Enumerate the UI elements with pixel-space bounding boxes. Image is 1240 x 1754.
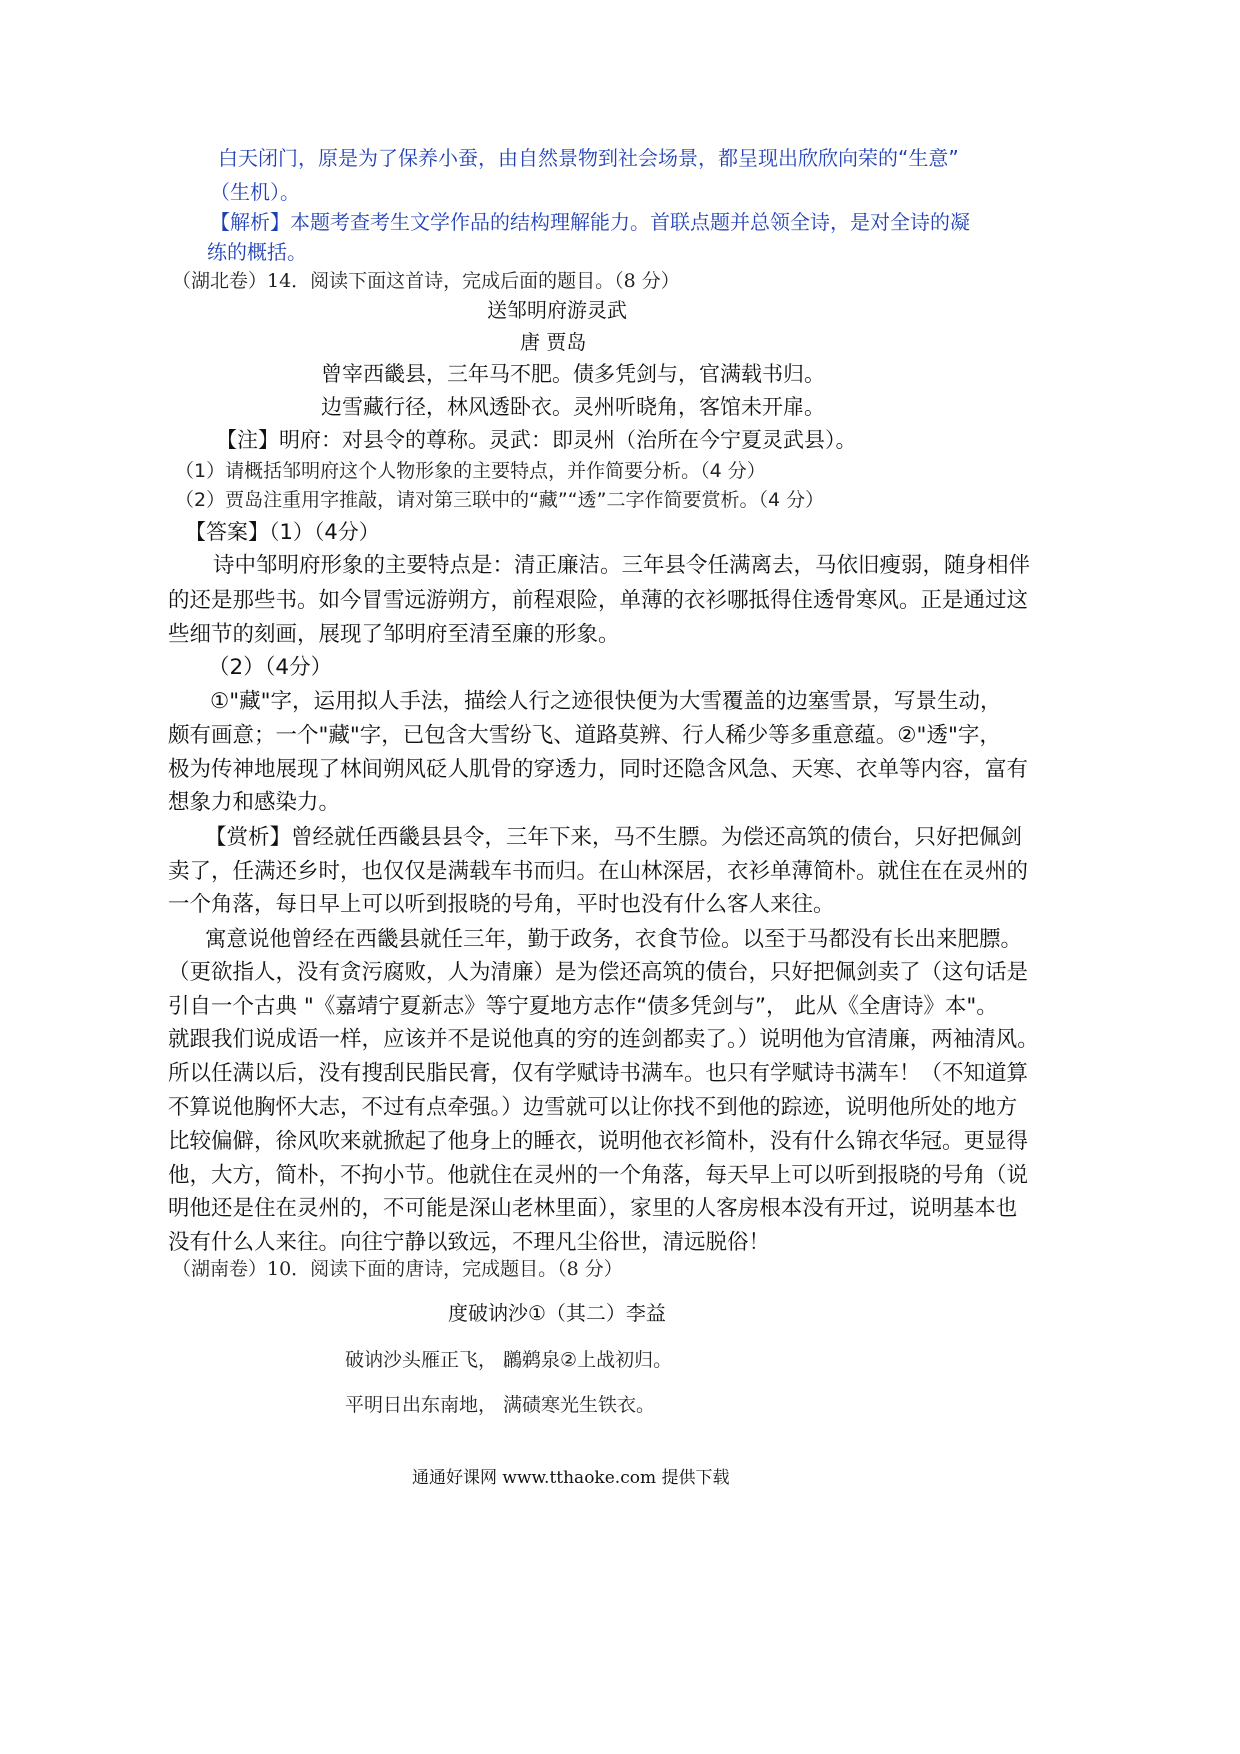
analysis-line: 【解析】本题考查考生文学作品的结构理解能力。首联点题并总领全诗，是对全诗的凝 <box>210 210 970 234</box>
answer-text: 颇有画意；一个"藏"字，已包含大雪纷飞、道路莫辨、行人稀少等多重意蕴。②"透"字， <box>168 723 1001 748</box>
answer-subheading: （2）（4分） <box>208 655 333 680</box>
analysis-line: 练的概括。 <box>207 240 307 264</box>
appreciation-text: 卖了，任满还乡时，也仅仅是满载车书而归。在山林深居，衣衫单薄简朴。就住在在灵州的 <box>168 859 1029 884</box>
answer-text: 诗中邹明府形象的主要特点是：清正廉洁。三年县令任满离去，马依旧瘦弱，随身相伴 <box>213 553 1031 578</box>
poem-note: 【注】明府：对县令的尊称。灵武：即灵州（治所在今宁夏灵武县）。 <box>216 428 857 452</box>
answer-heading: 【答案】（1）（4分） <box>185 520 380 544</box>
commentary-text: 没有什么人来往。向往宁静以致远，不理凡尘俗世，清远脱俗！ <box>168 1230 771 1255</box>
answer-text: 极为传神地展现了林间朔风砭人肌骨的穿透力，同时还隐含风急、天寒、衣单等内容，富有 <box>168 757 1029 782</box>
poem-title: 送邹明府游灵武 <box>487 298 627 322</box>
poem-line: 破讷沙头雁正飞， 鸊鹈泉②上战初归。 <box>345 1349 673 1371</box>
commentary-text: 就跟我们说成语一样，应该并不是说他真的穷的连剑都卖了。）说明他为官清廉，两袖清风。 <box>168 1027 1039 1052</box>
commentary-text: 比较偏僻，徐风吹来就掀起了他身上的睡衣，说明他衣衫简朴，没有什么锦衣华冠。更显得 <box>168 1129 1029 1154</box>
answer-text: 的还是那些书。如今冒雪远游朔方，前程艰险，单薄的衣衫哪抵得住透骨寒风。正是通过这 <box>168 588 1029 613</box>
commentary-text: （更欲指人，没有贪污腐败，人为清廉）是为偿还高筑的债台，只好把佩剑卖了（这句话是 <box>168 960 1029 985</box>
commentary-text: 不算说他胸怀大志，不过有点牵强。）边雪就可以让你找不到他的踪迹，说明他所处的地方 <box>168 1095 1018 1120</box>
poem-author: 唐 贾岛 <box>520 330 587 354</box>
commentary-text: 所以任满以后，没有搜刮民脂民膏，仅有学赋诗书满车。也只有学赋诗书满车！（不知道算 <box>168 1061 1029 1086</box>
question-heading-hubei: （湖北卷）14．阅读下面这首诗，完成后面的题目。（8 分） <box>172 270 680 292</box>
answer-text: ①"藏"字，运用拟人手法，描绘人行之迹很快便为大雪覆盖的边塞雪景，写景生动， <box>210 689 1002 714</box>
appreciation-text: 一个角落，每日早上可以听到报晓的号角，平时也没有什么客人来往。 <box>168 892 835 917</box>
answer-text: 些细节的刻画，展现了邹明府至清至廉的形象。 <box>168 622 620 647</box>
poem-line: 边雪藏行径，林风透卧衣。灵州听晓角，客馆未开扉。 <box>321 395 825 419</box>
sub-question: （2）贾岛注重用字推敲，请对第三联中的“藏”“透”二字作简要赏析。（4 分） <box>175 489 825 511</box>
sub-question: （1）请概括邹明府这个人物形象的主要特点，并作简要分析。（4 分） <box>175 460 766 482</box>
poem-title: 度破讷沙①（其二）李益 <box>448 1301 666 1325</box>
prev-answer-line: 白天闭门，原是为了保养小蚕，由自然景物到社会场景，都呈现出欣欣向荣的“生意” <box>218 146 959 170</box>
question-heading-hunan: （湖南卷）10．阅读下面的唐诗，完成题目。（8 分） <box>172 1258 623 1280</box>
commentary-text: 引自一个古典 "《嘉靖宁夏新志》等宁夏地方志作“债多凭剑与”， 此从《全唐诗》本"。 <box>168 994 998 1019</box>
poem-line: 平明日出东南地， 满碛寒光生铁衣。 <box>345 1394 656 1416</box>
prev-answer-line: （生机）。 <box>210 180 300 204</box>
commentary-text: 寓意说他曾经在西畿县就任三年，勤于政务，衣食节俭。以至于马都没有长出来肥膘。 <box>205 927 1023 952</box>
commentary-text: 他，大方，简朴，不拘小节。他就住在灵州的一个角落，每天早上可以听到报晓的号角（说 <box>168 1163 1029 1188</box>
appreciation-text: 【赏析】曾经就任西畿县县令，三年下来，马不生膘。为偿还高筑的债台，只好把佩剑 <box>205 825 1023 850</box>
poem-line: 曾宰西畿县，三年马不肥。债多凭剑与，官满载书归。 <box>321 362 825 386</box>
commentary-text: 明他还是住在灵州的，不可能是深山老林里面），家里的人客房根本没有开过，说明基本也 <box>168 1196 1018 1221</box>
answer-text: 想象力和感染力。 <box>168 790 341 815</box>
page-footer: 通通好课网 www.tthaoke.com 提供下载 <box>412 1468 730 1488</box>
